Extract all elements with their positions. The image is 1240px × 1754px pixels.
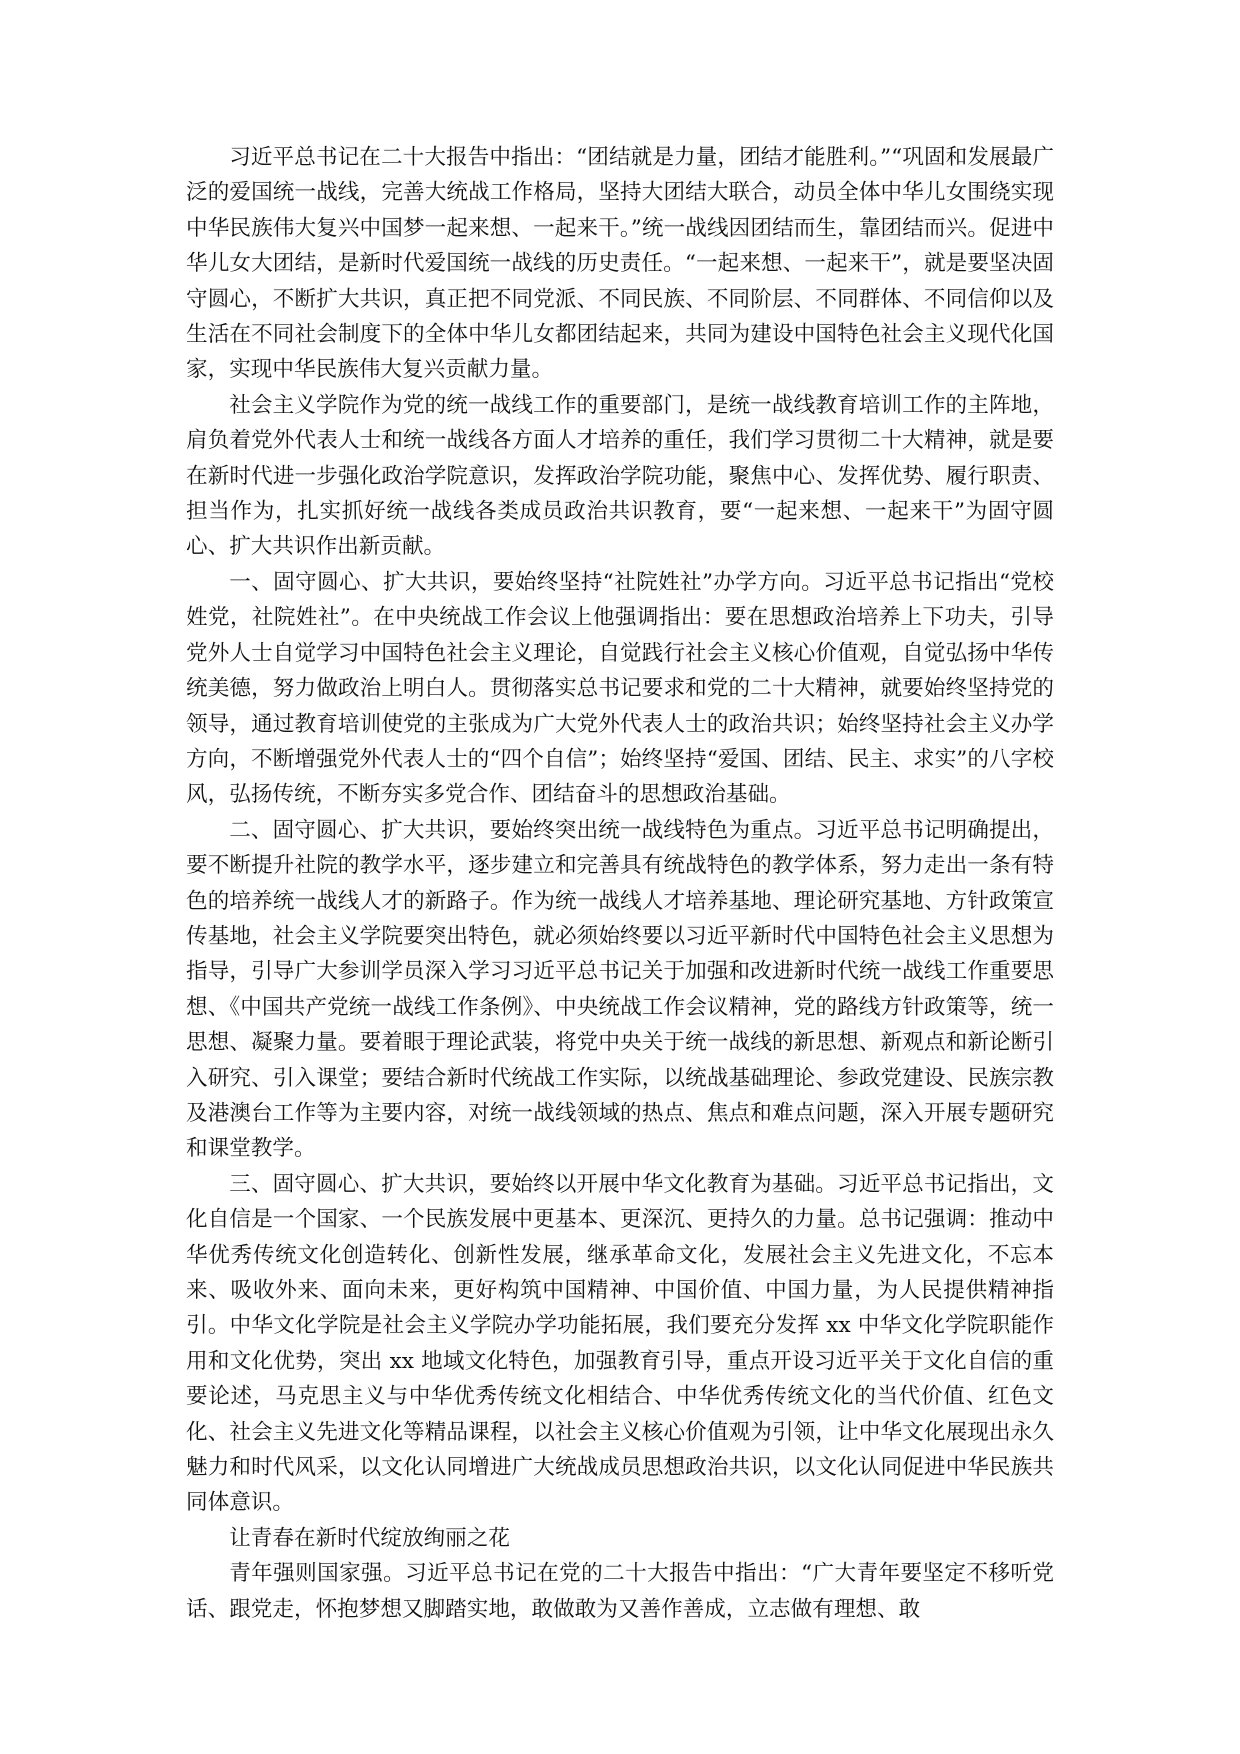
section-heading: 让青春在新时代绽放绚丽之花 bbox=[229, 1525, 510, 1551]
paragraph-point-three: 三、固守圆心、扩大共识，要始终以开展中华文化教育为基础。习近平总书记指出，文化自信是一个国家、一个民族发展中更基本、更深沉、更持久的力量。总书记强调：推动中华优秀传统文化创造转化、创新性发展，继承革命文化，发展社会主义先进文化，不忘本来、吸收外来、面向未来，更好构筑中国精神、中国价值、中国力量，为人民提供精神指引。中华文化学院是社会主义学院办学功能拓展，我们要充分发挥 xx 中华文化学院职能作用和文化优势，突出 xx 地域文化特色，加强教育引导，重点开设习近平关于文化自信的重要论述，马克思主义与中华优秀传统文化相结合、中华优秀传统文化的当代价值、红色文化、社会主义先进文化等精品课程，以社会主义核心价值观为引领，让中华文化展现出永久魅力和时代风采，以文化认同增进广大统战成员思想政治共识，以文化认同促进中华民族共同体意识。 bbox=[186, 1171, 1054, 1516]
paragraph-youth: 青年强则国家强。习近平总书记在党的二十大报告中指出：“广大青年要坚定不移听党话、跟党走，怀抱梦想又脚踏实地，敢做敢为又善作善成，立志做有理想、敢 bbox=[186, 1561, 1054, 1622]
paragraph-socialist-institute: 社会主义学院作为党的统一战线工作的重要部门，是统一战线教育培训工作的主阵地，肩负着党外代表人士和统一战线各方面人才培养的重任，我们学习贯彻二十大精神，就是要在新时代进一步强化政治学院意识，发挥政治学院功能，聚焦中心、发挥优势、履行职责、担当作为，扎实抓好统一战线各类成员政治共识教育，要“一起来想、一起来干”为固守圆心、扩大共识作出新贡献。 bbox=[186, 392, 1054, 560]
paragraph-point-one: 一、固守圆心、扩大共识，要始终坚持“社院姓社”办学方向。习近平总书记指出“党校姓党，社院姓社”。在中央统战工作会议上他强调指出：要在思想政治培养上下功夫，引导党外人士自觉学习中国特色社会主义理论，自觉践行社会主义核心价值观，自觉弘扬中华传统美德，努力做政治上明白人。贯彻落实总书记要求和党的二十大精神，就要始终坚持党的领导，通过教育培训使党的主张成为广大党外代表人士的政治共识；始终坚持社会主义办学方向，不断增强党外代表人士的“四个自信”；始终坚持“爱国、团结、民主、求实”的八字校风，弘扬传统，不断夯实多党合作、团结奋斗的思想政治基础。 bbox=[186, 569, 1054, 808]
document-page bbox=[186, 140, 1054, 1627]
paragraph-intro: 习近平总书记在二十大报告中指出：“团结就是力量，团结才能胜利。”“巩固和发展最广泛的爱国统一战线，完善大统战工作格局，坚持大团结大联合，动员全体中华儿女围绕实现中华民族伟大复兴中国梦一起来想、一起来干。”统一战线因团结而生，靠团结而兴。促进中华儿女大团结，是新时代爱国统一战线的历史责任。“一起来想、一起来干”，就是要坚决固守圆心，不断扩大共识，真正把不同党派、不同民族、不同阶层、不同群体、不同信仰以及生活在不同社会制度下的全体中华儿女都团结起来，共同为建设中国特色社会主义现代化国家，实现中华民族伟大复兴贡献力量。 bbox=[186, 145, 1054, 383]
paragraph-point-two: 二、固守圆心、扩大共识，要始终突出统一战线特色为重点。习近平总书记明确提出，要不断提升社院的教学水平，逐步建立和完善具有统战特色的教学体系，努力走出一条有特色的培养统一战线人才的新路子。作为统一战线人才培养基地、理论研究基地、方针政策宣传基地，社会主义学院要突出特色，就必须始终要以习近平新时代中国特色社会主义思想为指导，引导广大参训学员深入学习习近平总书记关于加强和改进新时代统一战线工作重要思想、《中国共产党统一战线工作条例》、中央统战工作会议精神，党的路线方针政策等，统一思想、凝聚力量。要着眼于理论武装，将党中央关于统一战线的新思想、新观点和新论断引入研究、引入课堂；要结合新时代统战工作实际，以统战基础理论、参政党建设、民族宗教及港澳台工作等为主要内容，对统一战线领域的热点、焦点和难点问题，深入开展专题研究和课堂教学。 bbox=[186, 817, 1054, 1162]
